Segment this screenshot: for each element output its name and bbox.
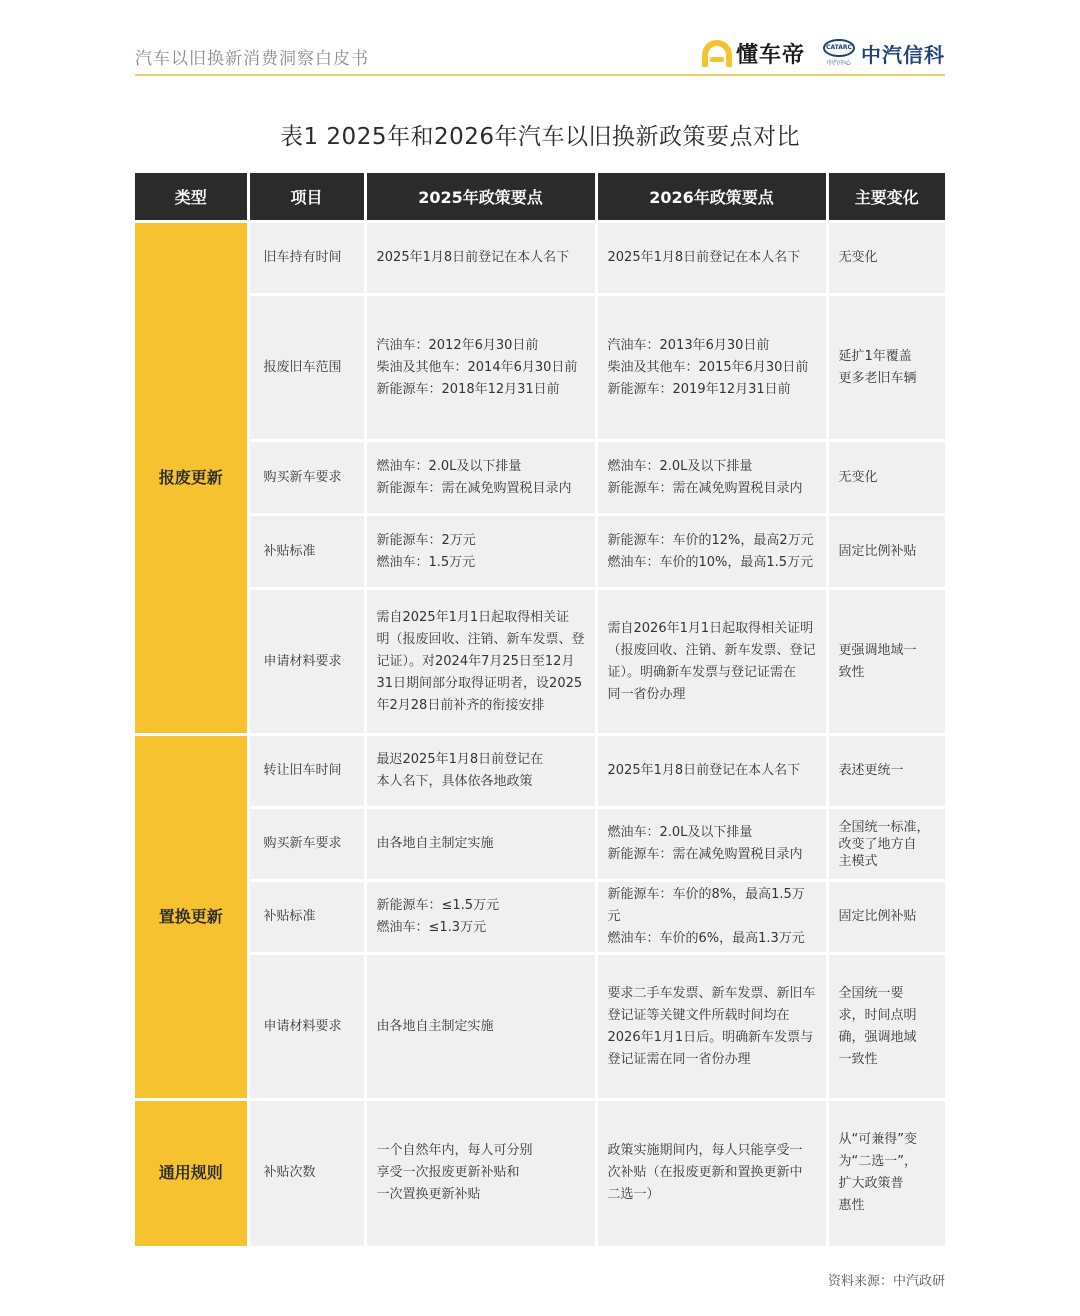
type-cell-replacement: 置换更新 [135, 735, 248, 1100]
policy-2025-cell: 由各地自主制定实施 [365, 954, 596, 1100]
policy-2026-cell: 燃油车：2.0L及以下排量 新能源车：需在减免购置税目录内 [596, 441, 827, 515]
cata-logo-text: 中汽信科 [861, 42, 945, 67]
cata-badge-icon [823, 39, 855, 67]
change-cell: 从“可兼得”变 为“二选一”， 扩大政策普 惠性 [827, 1100, 945, 1246]
policy-2026-cell: 燃油车：2.0L及以下排量 新能源车：需在减免购置税目录内 [596, 808, 827, 881]
table-header-row [135, 173, 945, 222]
document-title: 汽车以旧换新消费洞察白皮书 [135, 49, 369, 69]
cata-logo [823, 39, 945, 68]
table-row [135, 589, 945, 735]
change-cell: 表述更统一 [827, 735, 945, 808]
change-cell: 全国统一要 求，时间点明 确，强调地域 一致性 [827, 954, 945, 1100]
table-row [135, 735, 945, 808]
policy-comparison-table [135, 173, 945, 1246]
policy-2025-cell: 需自2025年1月1日起取得相关证 明（报废回收、注销、新车发票、登 记证）。对2024年7月25日至12月 31日期间部分取得证明者，设2025 年2月28日前补齐的衔接安排 [365, 589, 596, 735]
item-cell: 报废旧车范围 [248, 295, 365, 441]
type-cell-general: 通用规则 [135, 1100, 248, 1246]
header-main-change: 主要变化 [827, 173, 945, 222]
item-cell: 购买新车要求 [248, 808, 365, 881]
policy-2026-cell: 政策实施期间内，每人只能享受一 次补贴（在报废更新和置换更新中 二选一） [596, 1100, 827, 1246]
change-cell: 固定比例补贴 [827, 881, 945, 954]
table-row [135, 441, 945, 515]
cata-oval: CATARC [823, 39, 855, 57]
change-cell: 全国统一标准， 改变了地方自 主模式 [827, 808, 945, 881]
header-2026-policy: 2026年政策要点 [596, 173, 827, 222]
policy-2026-cell: 要求二手车发票、新车发票、新旧车 登记证等关键文件所载时间均在 2026年1月1日后。明确新车发票与 登记证需在同一省份办理 [596, 954, 827, 1100]
dongchedi-logo-text: 懂车帝 [735, 42, 805, 68]
data-source-note: 资料来源：中汽政研 [827, 1274, 945, 1289]
policy-2026-cell: 新能源车：车价的12%，最高2万元 燃油车：车价的10%，最高1.5万元 [596, 515, 827, 589]
policy-2025-cell: 2025年1月8日前登记在本人名下 [365, 222, 596, 295]
type-cell-scrap: 报废更新 [135, 222, 248, 735]
change-cell: 更强调地域一 致性 [827, 589, 945, 735]
header-item: 项目 [248, 173, 365, 222]
change-cell: 固定比例补贴 [827, 515, 945, 589]
change-cell: 延扩1年覆盖 更多老旧车辆 [827, 295, 945, 441]
item-cell: 申请材料要求 [248, 954, 365, 1100]
item-cell: 补贴标准 [248, 515, 365, 589]
item-cell: 购买新车要求 [248, 441, 365, 515]
item-cell: 补贴标准 [248, 881, 365, 954]
header-2025-policy: 2025年政策要点 [365, 173, 596, 222]
dongchedi-logo-icon [702, 39, 732, 67]
item-cell: 转让旧车时间 [248, 735, 365, 808]
table-title: 表1 2025年和2026年汽车以旧换新政策要点对比 [279, 124, 800, 150]
policy-2025-cell: 由各地自主制定实施 [365, 808, 596, 881]
table-row [135, 954, 945, 1100]
table-row [135, 1100, 945, 1246]
table-row [135, 295, 945, 441]
policy-2025-cell: 新能源车：2万元 燃油车：1.5万元 [365, 515, 596, 589]
policy-2026-cell: 2025年1月8日前登记在本人名下 [596, 735, 827, 808]
change-cell: 无变化 [827, 222, 945, 295]
policy-2026-cell: 汽油车：2013年6月30日前 柴油及其他车：2015年6月30日前 新能源车：2019年12月31日前 [596, 295, 827, 441]
item-cell: 旧车持有时间 [248, 222, 365, 295]
policy-2025-cell: 新能源车：≤1.5万元 燃油车：≤1.3万元 [365, 881, 596, 954]
table-row [135, 881, 945, 954]
policy-2025-cell: 燃油车：2.0L及以下排量 新能源车：需在减免购置税目录内 [365, 441, 596, 515]
policy-2026-cell: 需自2026年1月1日起取得相关证明 （报废回收、注销、新车发票、登记 证）。明确新车发票与登记证需在 同一省份办理 [596, 589, 827, 735]
policy-2025-cell: 一个自然年内，每人可分别 享受一次报废更新补贴和 一次置换更新补贴 [365, 1100, 596, 1246]
policy-2025-cell: 汽油车：2012年6月30日前 柴油及其他车：2014年6月30日前 新能源车：2018年12月31日前 [365, 295, 596, 441]
change-cell: 无变化 [827, 441, 945, 515]
page-header [135, 30, 945, 76]
header-logos [702, 36, 945, 70]
table-row [135, 515, 945, 589]
policy-2026-cell: 2025年1月8日前登记在本人名下 [596, 222, 827, 295]
table-row [135, 808, 945, 881]
header-type: 类型 [135, 173, 248, 222]
dongchedi-logo [702, 38, 805, 69]
policy-2025-cell: 最迟2025年1月8日前登记在 本人名下，具体依各地政策 [365, 735, 596, 808]
item-cell: 补贴次数 [248, 1100, 365, 1246]
cata-sub-text: 中汽中心 [826, 60, 851, 67]
item-cell: 申请材料要求 [248, 589, 365, 735]
table-row [135, 222, 945, 295]
policy-2026-cell: 新能源车：车价的8%，最高1.5万元 燃油车：车价的6%，最高1.3万元 [596, 881, 827, 954]
